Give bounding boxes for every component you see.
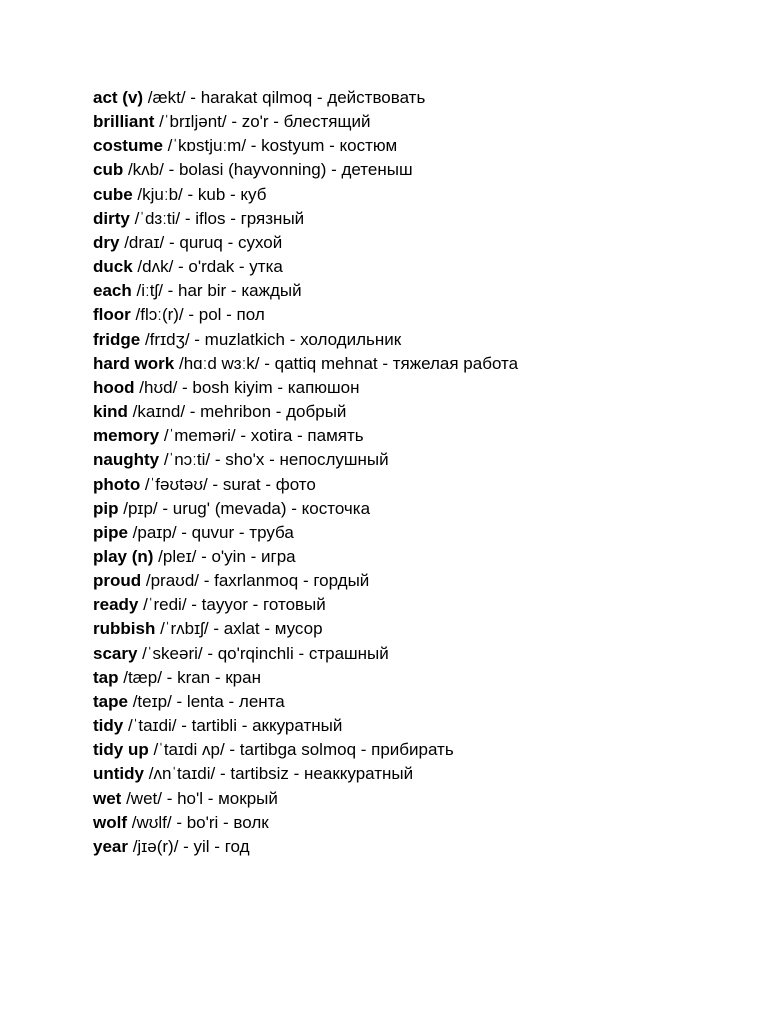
vocab-entry: [93, 569, 518, 593]
vocab-entry: [93, 835, 518, 859]
vocab-entry: [93, 811, 518, 835]
entry-details: /hʊd/ - bosh kiyim - капюшон: [134, 377, 360, 397]
vocab-entry: [93, 545, 518, 569]
vocab-entry: [93, 738, 518, 762]
entry-details: /kjuːb/ - kub - куб: [132, 184, 267, 204]
vocab-entry: [93, 255, 518, 279]
vocab-entry: [93, 86, 518, 110]
vocab-entry: [93, 231, 518, 255]
vocab-entry: [93, 110, 518, 134]
entry-details: /pɪp/ - urug' (mevada) - косточка: [118, 498, 371, 518]
headword: year: [93, 836, 128, 856]
vocab-entry: [93, 690, 518, 714]
headword: dirty: [93, 208, 130, 228]
entry-details: /ˈkɒstjuːm/ - kostyum - костюм: [162, 136, 398, 156]
vocab-entry: [93, 521, 518, 545]
entry-details: /paɪp/ - quvur - труба: [127, 522, 294, 542]
vocab-entry: [93, 352, 518, 376]
headword: memory: [93, 426, 160, 446]
entry-details: /ˈtaɪdi/ - tartibli - аккуратный: [123, 716, 343, 736]
entry-details: /kʌb/ - bolasi (hayvonning) - детеныш: [123, 160, 413, 180]
headword: costume: [93, 136, 163, 156]
entry-details: /ˈskeəri/ - qo'rqinchli - страшный: [137, 643, 389, 663]
vocab-entry: [93, 303, 518, 327]
entry-details: /ˈrʌbɪʃ/ - axlat - мусор: [155, 619, 323, 639]
entry-details: /ˈnɔːti/ - sho'x - непослушный: [159, 450, 389, 470]
entry-details: /ˈfəʊtəʊ/ - surat - фото: [140, 474, 316, 494]
headword: cub: [93, 160, 124, 180]
entry-details: /ʌnˈtaɪdi/ - tartibsiz - неаккуратный: [144, 764, 414, 784]
headword: scary: [93, 643, 138, 663]
headword: wolf: [93, 812, 127, 832]
vocab-entry: [93, 787, 518, 811]
headword: dry: [93, 232, 120, 252]
headword: ready: [93, 595, 139, 615]
headword: pipe: [93, 522, 128, 542]
entry-details: /ˈredi/ - tayyor - готовый: [138, 595, 326, 615]
headword: fridge: [93, 329, 141, 349]
vocab-entry: [93, 666, 518, 690]
vocab-entry: [93, 617, 518, 641]
entry-details: /kaɪnd/ - mehribon - добрый: [127, 402, 347, 422]
entry-details: /ˈtaɪdi ʌp/ - tartibga solmoq - прибирать: [148, 740, 454, 760]
entry-details: /teɪp/ - lenta - лента: [127, 691, 285, 711]
entry-details: /hɑːd wɜːk/ - qattiq mehnat - тяжелая работа: [174, 353, 519, 373]
entry-details: /frɪdʒ/ - muzlatkich - холодильник: [140, 329, 402, 349]
vocab-entry: [93, 158, 518, 182]
entry-details: /jɪə(r)/ - yil - год: [127, 836, 250, 856]
headword: untidy: [93, 764, 144, 784]
headword: rubbish: [93, 619, 156, 639]
headword: tidy: [93, 716, 124, 736]
entry-details: /praʊd/ - faxrlanmoq - гордый: [141, 571, 370, 591]
headword: duck: [93, 257, 133, 277]
vocab-entry: [93, 400, 518, 424]
vocab-entry: [93, 424, 518, 448]
entry-details: /wʊlf/ - bo'ri - волк: [127, 812, 269, 832]
headword: proud: [93, 571, 142, 591]
headword: act (v): [93, 88, 144, 107]
entry-details: /tæp/ - kran - кран: [118, 667, 261, 687]
entry-details: /iːtʃ/ - har bir - каждый: [131, 281, 302, 301]
headword: naughty: [93, 450, 160, 470]
entry-details: /draɪ/ - quruq - сухой: [119, 232, 283, 252]
headword: tape: [93, 691, 128, 711]
vocab-entry: [93, 642, 518, 666]
vocab-entry: [93, 714, 518, 738]
vocab-entry: [93, 762, 518, 786]
vocab-entry: [93, 376, 518, 400]
entry-details: /ˈdɜːti/ - iflos - грязный: [129, 208, 305, 228]
vocab-entry: [93, 473, 518, 497]
headword: each: [93, 281, 132, 301]
headword: cube: [93, 184, 133, 204]
headword: tap: [93, 667, 119, 687]
headword: hood: [93, 377, 135, 397]
entry-details: /ˈbrɪljənt/ - zo'r - блестящий: [154, 112, 371, 132]
entry-details: /wet/ - ho'l - мокрый: [121, 788, 278, 808]
vocab-entry: [93, 448, 518, 472]
headword: wet: [93, 788, 122, 808]
headword: hard work: [93, 353, 175, 373]
vocab-entry: [93, 497, 518, 521]
headword: play (n): [93, 546, 154, 566]
vocab-entry: [93, 183, 518, 207]
vocab-entry: [93, 593, 518, 617]
headword: brilliant: [93, 112, 155, 132]
headword: photo: [93, 474, 141, 494]
headword: tidy up: [93, 740, 149, 760]
headword: floor: [93, 305, 131, 325]
entry-details: /ˈmeməri/ - xotira - память: [159, 426, 364, 446]
vocab-entry: [93, 134, 518, 158]
vocab-entry: [93, 207, 518, 231]
vocab-entry: [93, 328, 518, 352]
entry-details: /flɔː(r)/ - pol - пол: [130, 305, 265, 325]
vocabulary-list: [93, 86, 518, 859]
entry-details: /ækt/ - harakat qilmoq - действовать: [143, 88, 426, 107]
headword: pip: [93, 498, 119, 518]
headword: kind: [93, 402, 128, 422]
vocab-entry: [93, 279, 518, 303]
entry-details: /dʌk/ - o'rdak - утка: [132, 257, 283, 277]
entry-details: /pleɪ/ - o'yin - игра: [153, 546, 296, 566]
